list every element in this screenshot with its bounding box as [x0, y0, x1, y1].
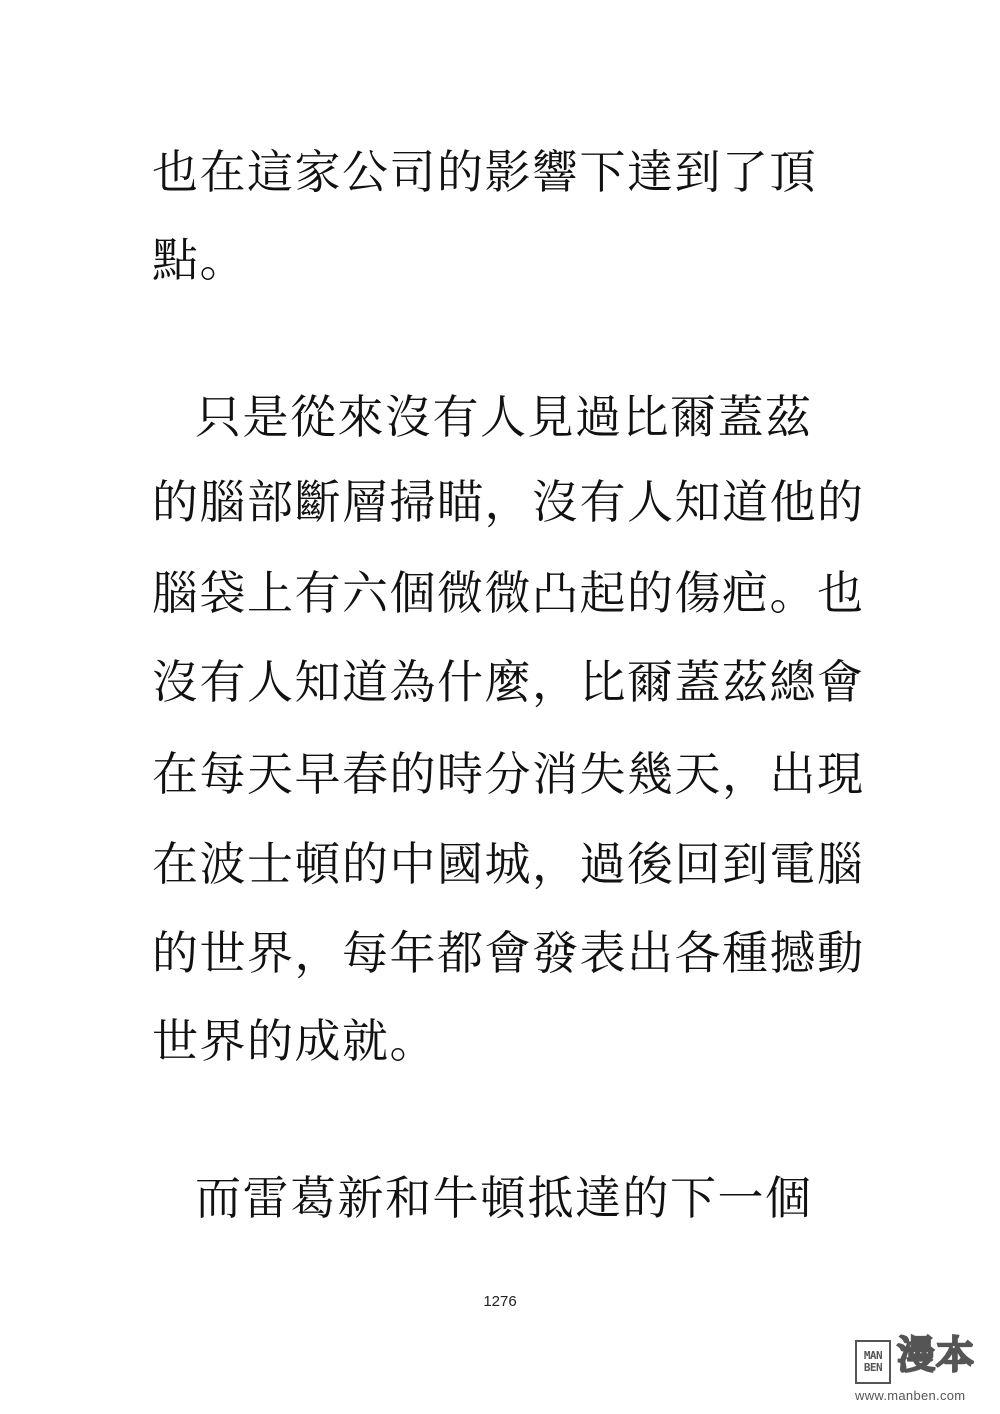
- text-line: 的世界，每年都會發表出各種撼動: [152, 926, 865, 980]
- text-line: 沒有人知道為什麼，比爾蓋茲總會: [152, 655, 865, 709]
- watermark-title: 漫本: [897, 1333, 976, 1377]
- text-line: 的腦部斷層掃瞄，沒有人知道他的: [152, 475, 865, 529]
- watermark-url: www.manben.com: [855, 1388, 966, 1403]
- watermark-logo-icon: [855, 1340, 891, 1384]
- page-number: 1276: [483, 1293, 517, 1310]
- watermark-logo-bottom: BEN: [863, 1361, 883, 1374]
- text-line: 也在這家公司的影響下達到了頂: [152, 145, 817, 199]
- text-line: 點。: [152, 233, 247, 287]
- watermark-logo-top: MAN: [863, 1348, 883, 1362]
- site-watermark: [855, 1333, 995, 1404]
- paragraph-start-line: 只是從來沒有人見過比爾蓋茲: [195, 390, 813, 444]
- text-line: 世界的成就。: [152, 1014, 437, 1068]
- text-line: 在每天早春的時分消失幾天，出現: [152, 747, 865, 801]
- text-line: 腦袋上有六個微微凸起的傷疤。也: [152, 566, 865, 620]
- text-line: 在波士頓的中國城，過後回到電腦: [152, 837, 865, 891]
- paragraph-start-line: 而雷葛新和牛頓抵達的下一個: [195, 1171, 813, 1225]
